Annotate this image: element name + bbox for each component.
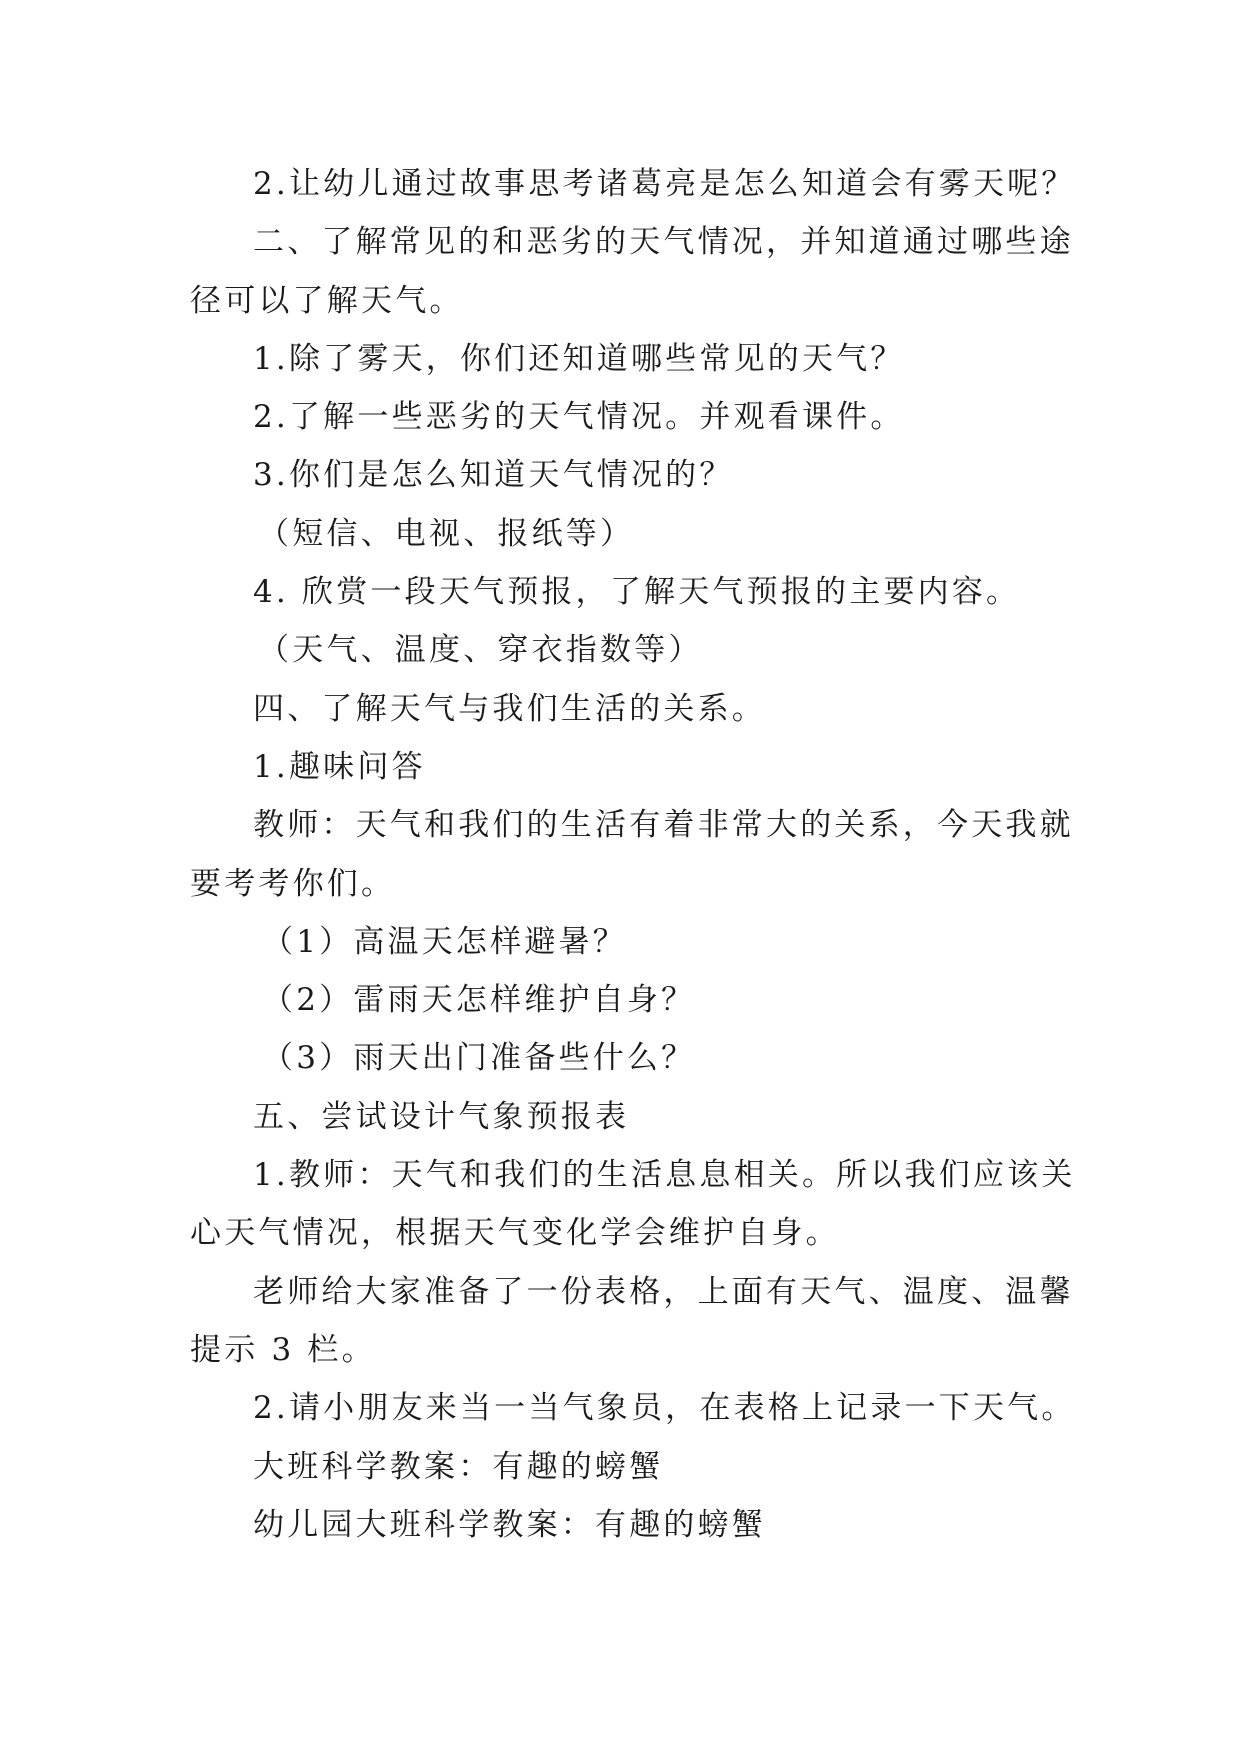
document-title: 大班科学教案：有趣的螃蟹 bbox=[253, 1448, 664, 1485]
text-line: 2.让幼儿通过故事思考诸葛亮是怎么知道会有雾天呢？ bbox=[253, 166, 1076, 202]
text-line: 3.你们是怎么知道天气情况的？ bbox=[253, 457, 734, 494]
text-line: 要考考你们。 bbox=[190, 865, 396, 902]
text-line: 2.了解一些恶劣的天气情况。并观看课件。 bbox=[253, 399, 905, 436]
text-line: （天气、温度、穿衣指数等） bbox=[258, 632, 703, 669]
text-line: 1.教师：天气和我们的生活息息相关。所以我们应该关 bbox=[253, 1157, 1076, 1194]
document-page bbox=[190, 155, 1076, 1554]
text-line: 1.除了雾天，你们还知道哪些常见的天气？ bbox=[253, 340, 905, 377]
text-line: 径可以了解天气。 bbox=[190, 282, 464, 319]
section-heading: 二、了解常见的和恶劣的天气情况，并知道通过哪些途 bbox=[253, 224, 1074, 261]
text-line: 4. 欣赏一段天气预报，了解天气预报的主要内容。 bbox=[253, 574, 1021, 611]
text-line: （1）高温天怎样避暑？ bbox=[262, 923, 627, 960]
section-heading: 五、尝试设计气象预报表 bbox=[253, 1098, 630, 1135]
document-title: 幼儿园大班科学教案：有趣的螃蟹 bbox=[253, 1506, 766, 1543]
text-line: 老师给大家准备了一份表格，上面有天气、温度、温馨 bbox=[253, 1273, 1074, 1310]
section-heading: 四、了解天气与我们生活的关系。 bbox=[253, 690, 766, 727]
text-line: 教师：天气和我们的生活有着非常大的关系，今天我就 bbox=[253, 807, 1074, 844]
text-line: 心天气情况，根据天气变化学会维护自身。 bbox=[190, 1215, 840, 1252]
text-line: 1.趣味问答 bbox=[253, 748, 426, 785]
text-line: （3）雨天出门准备些什么？ bbox=[262, 1040, 696, 1077]
text-line: 2.请小朋友来当一当气象员，在表格上记录一下天气。 bbox=[253, 1390, 1076, 1427]
text-line: （短信、电视、报纸等） bbox=[258, 515, 635, 552]
text-line: 提示 3 栏。 bbox=[190, 1331, 376, 1368]
text-line: （2）雷雨天怎样维护自身？ bbox=[262, 982, 696, 1019]
